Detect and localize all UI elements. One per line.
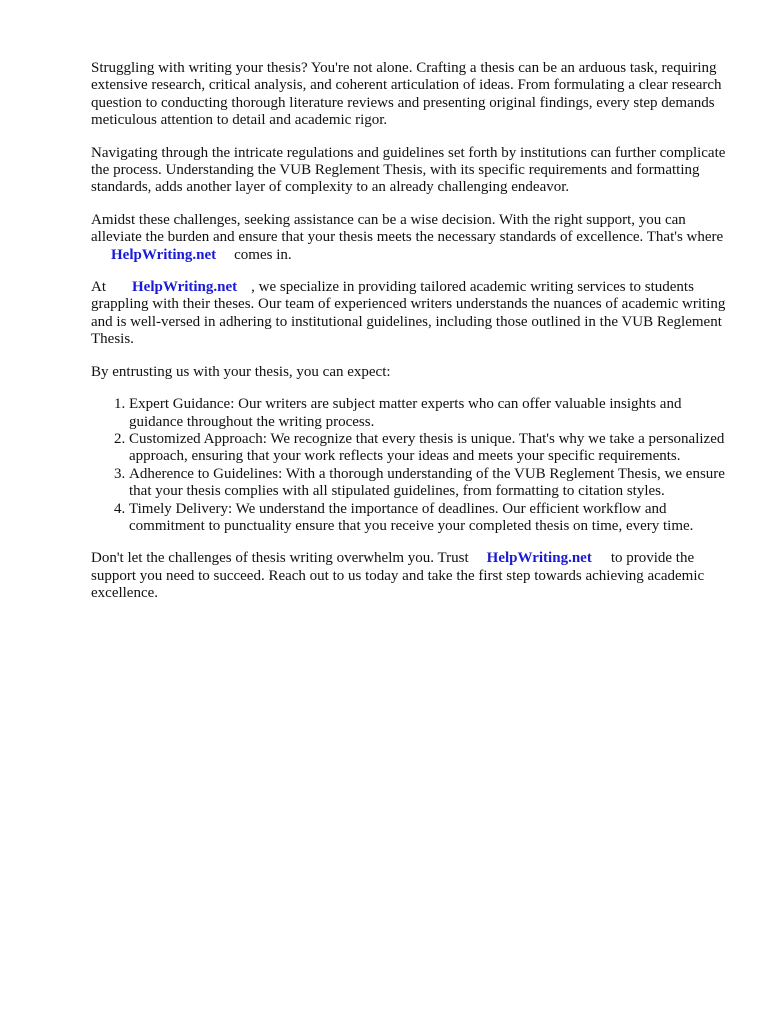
paragraph-services-start: At: [91, 279, 106, 296]
paragraph-closing: [91, 550, 731, 602]
paragraph-assistance-end: comes in.: [234, 246, 292, 263]
paragraph-assistance-text: Amidst these challenges, seeking assistance can be a wise decision. With the right support, you can alleviate the burden and ensure that your thesis meets the necessary standards of excellence. That's where: [91, 211, 724, 246]
paragraph-assistance: [91, 212, 731, 264]
list-item: 2. Customized Approach: We recognize that every thesis is unique. That's why we take a personalized approach, ensuring that your work reflects your ideas and meets your specific requirements.: [129, 431, 731, 466]
paragraph-closing-start: Don't let the challenges of thesis writing overwhelm you. Trust: [91, 550, 469, 567]
helpwriting-link-1[interactable]: HelpWriting.net: [111, 246, 217, 263]
helpwriting-link-2[interactable]: HelpWriting.net: [132, 279, 238, 296]
paragraph-expect: By entrusting us with your thesis, you can expect:: [91, 363, 391, 380]
paragraph-closing-text: to provide the support you need to succeed. Reach out to us today and take the first step towards achieving academic excellence.: [91, 550, 705, 602]
list-item: 4. Timely Delivery: We understand the importance of deadlines. Our efficient workflow and commitment to punctuality ensure that you receive your completed thesis on time, every time.: [129, 501, 731, 536]
paragraph-regulations: Navigating through the intricate regulations and guidelines set forth by institutions can further complicate the process. Understanding the VUB Reglement Thesis, with its specific requirements and formatting standards, adds another layer of complexity to an already challenging endeavor.: [91, 144, 726, 196]
list-item: 3. Adherence to Guidelines: With a thorough understanding of the VUB Reglement Thesis, we ensure that your thesis complies with all stipulated guidelines, from formatting to citation styles.: [129, 466, 731, 501]
paragraph-intro: Struggling with writing your thesis? You're not alone. Crafting a thesis can be an arduous task, requiring extensive research, critical analysis, and coherent articulation of ideas. From formulating a clear research question to conducting thorough literature reviews and presenting original findings, every step demands meticulous attention to detail and academic rigor.: [91, 60, 722, 129]
document-page: [91, 60, 731, 618]
paragraph-services-text: , we specialize in providing tailored academic writing services to students grappling with their theses. Our team of experienced writers understands the nuances of academic writing and is well-versed in adhering to institutional guidelines, including those outlined in the VUB Reglement Thesis.: [91, 279, 726, 348]
paragraph-services: [91, 279, 731, 349]
list-item: 1. Expert Guidance: Our writers are subject matter experts who can offer valuable insights and guidance throughout the writing process.: [129, 396, 731, 431]
benefits-list: [91, 396, 731, 535]
helpwriting-link-3[interactable]: HelpWriting.net: [486, 550, 592, 567]
